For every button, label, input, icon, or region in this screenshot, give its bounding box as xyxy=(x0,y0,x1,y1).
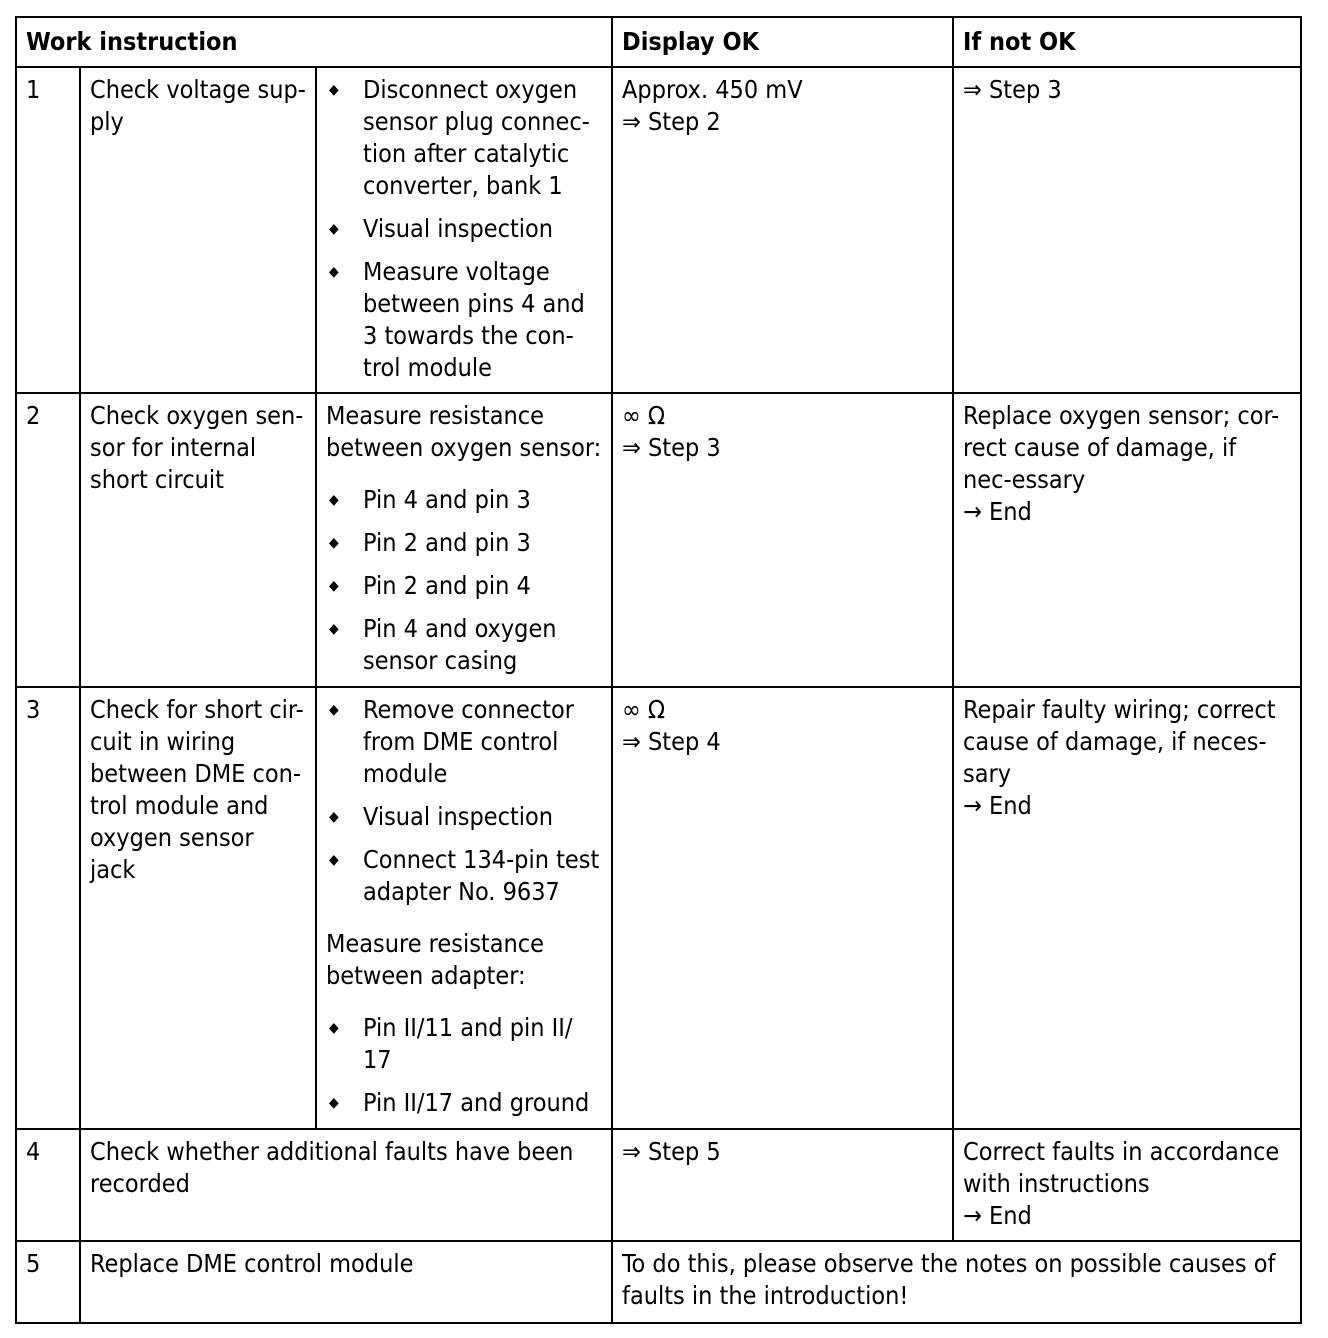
display-ok-cell xyxy=(612,393,953,687)
display-ok-value: ∞ Ω xyxy=(622,401,666,430)
if-not-ok-action: Replace oxygen sensor; cor-rect cause of damage, if nec-essary xyxy=(963,401,1280,494)
if-not-ok-cell xyxy=(953,393,1301,687)
if-not-ok-next: → End xyxy=(963,791,1032,820)
procedure-item: ◆ Remove connector from DME control module xyxy=(326,694,602,790)
procedure-item: ◆ Pin 4 and oxygen sensor casing xyxy=(326,613,602,677)
display-ok-cell xyxy=(612,687,953,1129)
display-ok-value: Approx. 450 mV xyxy=(622,75,803,104)
procedure-item: ◆ Disconnect oxygen sensor plug connec-tion after catalytic converter, bank 1 xyxy=(326,74,602,202)
procedure-cell xyxy=(316,687,612,1129)
procedure-item: ◆ Connect 134-pin test adapter No. 9637 xyxy=(326,844,602,908)
procedure-item: ◆ Visual inspection xyxy=(326,213,602,245)
table-row xyxy=(16,67,1301,393)
procedure-intro: Measure resistance between oxygen sensor: xyxy=(326,401,602,462)
display-ok-cell xyxy=(612,1129,953,1241)
note-cell: To do this, please observe the notes on possible causes of faults in the introduction! xyxy=(612,1241,1301,1323)
step-number: 5 xyxy=(16,1241,80,1323)
procedure-item: ◆ Pin 2 and pin 3 xyxy=(326,527,602,559)
step-number: 1 xyxy=(16,67,80,393)
procedure-list xyxy=(326,1012,602,1119)
procedure-cell xyxy=(316,393,612,687)
table-row xyxy=(16,687,1301,1129)
procedure-item: ◆ Visual inspection xyxy=(326,801,602,833)
if-not-ok-action: Repair faulty wiring; correct cause of damage, if neces-sary xyxy=(963,695,1276,788)
header-if-not-ok: If not OK xyxy=(953,17,1301,67)
display-ok-cell xyxy=(612,67,953,393)
procedure-list xyxy=(326,74,602,384)
display-ok-next: ⇒ Step 2 xyxy=(622,107,721,136)
table-row xyxy=(16,1129,1301,1241)
procedure-cell xyxy=(316,67,612,393)
header-work-instruction: Work instruction xyxy=(16,17,612,67)
display-ok-next: ⇒ Step 5 xyxy=(622,1137,721,1166)
procedure-item: ◆ Pin II/17 and ground xyxy=(326,1087,602,1119)
table-row xyxy=(16,1241,1301,1323)
if-not-ok-cell xyxy=(953,687,1301,1129)
if-not-ok-cell xyxy=(953,1129,1301,1241)
procedure-item: ◆ Pin 4 and pin 3 xyxy=(326,484,602,516)
display-ok-value: ∞ Ω xyxy=(622,695,666,724)
procedure-item: ◆ Pin II/11 and pin II/ 17 xyxy=(326,1012,602,1076)
step-number: 2 xyxy=(16,393,80,687)
step-number: 4 xyxy=(16,1129,80,1241)
if-not-ok-next: → End xyxy=(963,497,1032,526)
check-description: Check oxygen sen-sor for internal short circuit xyxy=(80,393,316,687)
procedure-intro: Measure resistance between adapter: xyxy=(326,929,544,990)
display-ok-next: ⇒ Step 3 xyxy=(622,433,721,462)
procedure-item: ◆ Measure voltage between pins 4 and 3 towards the con-trol module xyxy=(326,256,602,384)
header-display-ok: Display OK xyxy=(612,17,953,67)
check-description: Replace DME control module xyxy=(80,1241,612,1323)
work-instruction-table xyxy=(15,16,1302,1324)
step-number: 3 xyxy=(16,687,80,1129)
if-not-ok-action: ⇒ Step 3 xyxy=(963,75,1062,104)
table-row xyxy=(16,393,1301,687)
if-not-ok-next: → End xyxy=(963,1201,1032,1230)
header-row xyxy=(16,17,1301,67)
procedure-list xyxy=(326,694,602,908)
if-not-ok-cell xyxy=(953,67,1301,393)
check-description: Check whether additional faults have been recorded xyxy=(80,1129,612,1241)
check-description: Check for short cir-cuit in wiring between DME con-trol module and oxygen sensor jack xyxy=(80,687,316,1129)
procedure-item: ◆ Pin 2 and pin 4 xyxy=(326,570,602,602)
if-not-ok-action: Correct faults in accordance with instructions xyxy=(963,1137,1280,1198)
procedure-list xyxy=(326,484,602,677)
check-description: Check voltage sup-ply xyxy=(80,67,316,393)
display-ok-next: ⇒ Step 4 xyxy=(622,727,721,756)
